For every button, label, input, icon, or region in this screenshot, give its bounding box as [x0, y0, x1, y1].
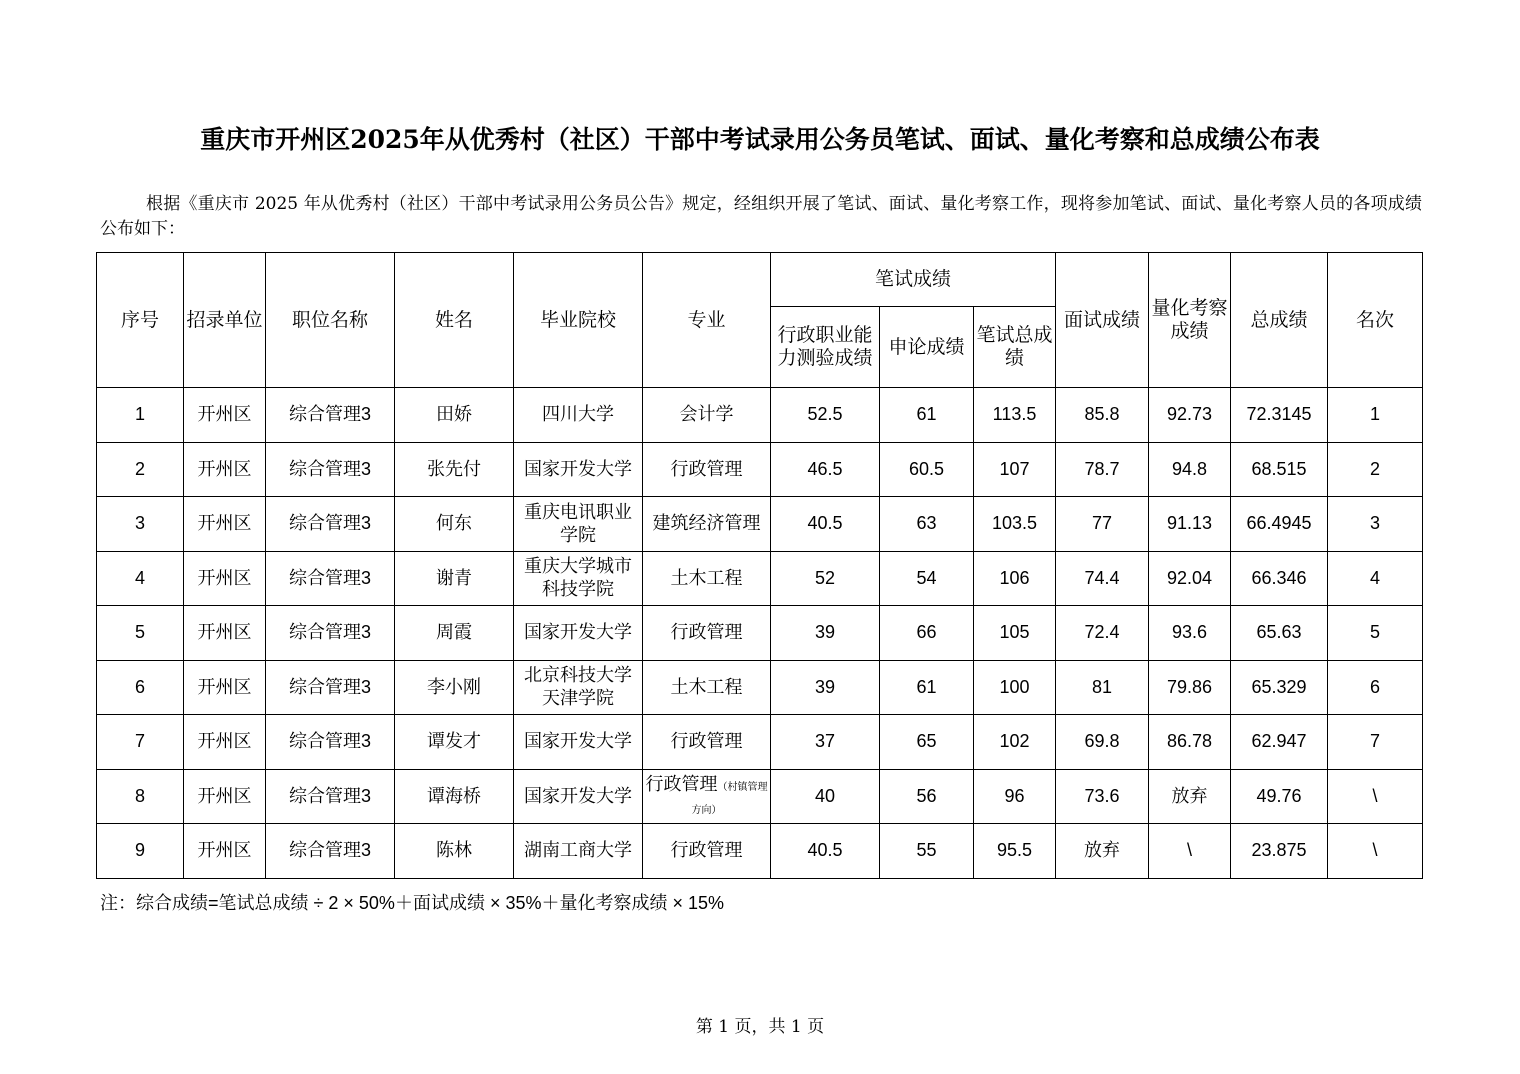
- header-shenlun: 申论成绩: [880, 307, 974, 388]
- cell-shenlun: [880, 551, 974, 606]
- cell-total: [1231, 715, 1328, 770]
- cell-text: 72.4: [1084, 622, 1120, 643]
- cell-text: 5: [134, 622, 145, 643]
- cell-text: 69.8: [1084, 731, 1120, 752]
- cell-text: 96: [1004, 785, 1025, 806]
- cell-shenlun: [880, 824, 974, 879]
- table-body: [97, 388, 1423, 879]
- cell-school: [514, 551, 643, 606]
- cell-name: [395, 715, 514, 770]
- cell-shenlun: [880, 769, 974, 824]
- cell-school: [514, 769, 643, 824]
- cell-text: 周霞: [436, 622, 472, 643]
- cell-text: 66.4945: [1246, 513, 1312, 534]
- cell-written-total: [974, 715, 1056, 770]
- cell-text: 66: [916, 622, 937, 643]
- cell-name: [395, 660, 514, 715]
- header-total: 总成绩: [1231, 253, 1328, 388]
- table-row: [97, 551, 1423, 606]
- cell-index: [97, 442, 184, 497]
- cell-text: 65.329: [1251, 676, 1307, 697]
- cell-text: 105: [999, 622, 1030, 643]
- cell-text: 综合管理3: [288, 567, 371, 588]
- cell-unit: [184, 442, 266, 497]
- cell-major: [643, 442, 771, 497]
- cell-total: [1231, 660, 1328, 715]
- cell-written-total: [974, 497, 1056, 552]
- cell-text: 1: [134, 404, 145, 425]
- cell-text: \: [1372, 840, 1378, 861]
- cell-xingce: [771, 824, 880, 879]
- cell-rank: [1328, 769, 1423, 824]
- cell-text: 40.5: [807, 513, 843, 534]
- cell-shenlun: [880, 660, 974, 715]
- cell-text: 3: [1370, 513, 1381, 534]
- cell-text: 78.7: [1084, 458, 1120, 479]
- header-position: 职位名称: [266, 253, 395, 388]
- cell-rank: [1328, 497, 1423, 552]
- cell-interview: [1056, 824, 1149, 879]
- cell-position: [266, 388, 395, 443]
- cell-text: 79.86: [1166, 676, 1213, 697]
- table-row: [97, 660, 1423, 715]
- cell-major: [643, 388, 771, 443]
- cell-xingce: [771, 388, 880, 443]
- cell-text: 39: [814, 622, 836, 643]
- cell-written-total: [974, 660, 1056, 715]
- cell-text: 国家开发大学: [524, 622, 632, 643]
- cell-text: 综合管理3: [288, 676, 371, 697]
- cell-shenlun: [880, 715, 974, 770]
- cell-text: 何东: [436, 513, 472, 534]
- cell-school: [514, 388, 643, 443]
- cell-interview: [1056, 551, 1149, 606]
- cell-text: 2: [1370, 458, 1381, 479]
- header-interview: 面试成绩: [1056, 253, 1149, 388]
- table-row: [97, 824, 1423, 879]
- cell-text: 土木工程: [670, 676, 743, 697]
- cell-text: 100: [999, 676, 1030, 697]
- cell-xingce: [771, 715, 880, 770]
- cell-rank: [1328, 388, 1423, 443]
- cell-text: 田娇: [436, 404, 472, 425]
- cell-major: [643, 551, 771, 606]
- cell-text: 重庆大学城市科技学院: [524, 556, 632, 600]
- cell-text: 68.515: [1251, 458, 1307, 479]
- header-quant: 量化考察成绩: [1149, 253, 1231, 388]
- table-row: [97, 715, 1423, 770]
- cell-total: [1231, 606, 1328, 661]
- table-row: [97, 497, 1423, 552]
- cell-rank: [1328, 551, 1423, 606]
- header-index: 序号: [97, 253, 184, 388]
- cell-written-total: [974, 442, 1056, 497]
- cell-xingce: [771, 497, 880, 552]
- cell-text: 综合管理3: [288, 513, 371, 534]
- cell-unit: [184, 551, 266, 606]
- cell-written-total: [974, 824, 1056, 879]
- cell-text: 77: [1092, 513, 1113, 534]
- cell-total: [1231, 388, 1328, 443]
- header-xingce: 行政职业能力测验成绩: [771, 307, 880, 388]
- cell-xingce: [771, 769, 880, 824]
- cell-interview: [1056, 388, 1149, 443]
- cell-text: 8: [134, 785, 145, 806]
- cell-name: [395, 824, 514, 879]
- cell-written-total: [974, 551, 1056, 606]
- cell-quant: [1149, 442, 1231, 497]
- cell-index: [97, 824, 184, 879]
- cell-text: 7: [1370, 731, 1381, 752]
- cell-text: 74.4: [1084, 567, 1120, 588]
- cell-text: 开州区: [197, 567, 252, 588]
- header-unit: 招录单位: [184, 253, 266, 388]
- cell-text: 行政管理: [670, 458, 743, 479]
- cell-school: [514, 824, 643, 879]
- cell-unit: [184, 660, 266, 715]
- cell-text: 9: [134, 840, 145, 861]
- cell-index: [97, 769, 184, 824]
- cell-text: 开州区: [197, 840, 252, 861]
- cell-major: [643, 606, 771, 661]
- cell-shenlun: [880, 606, 974, 661]
- cell-quant: [1149, 660, 1231, 715]
- cell-text: 72.3145: [1246, 404, 1312, 425]
- cell-text: 放弃: [1084, 840, 1121, 861]
- cell-text: 65: [916, 731, 937, 752]
- cell-text: 7: [134, 731, 145, 752]
- cell-text: 开州区: [197, 731, 252, 752]
- cell-text: 63: [916, 513, 937, 534]
- cell-text: 23.875: [1251, 840, 1307, 861]
- cell-text: 四川大学: [542, 404, 614, 425]
- cell-rank: [1328, 606, 1423, 661]
- cell-total: [1231, 442, 1328, 497]
- cell-school: [514, 715, 643, 770]
- header-name: 姓名: [395, 253, 514, 388]
- cell-text: 放弃: [1171, 785, 1208, 806]
- cell-text: 6: [1370, 676, 1381, 697]
- cell-name: [395, 388, 514, 443]
- cell-written-total: [974, 606, 1056, 661]
- intro-paragraph: 根据《重庆市 2025 年从优秀村（社区）干部中考试录用公务员公告》规定，经组织开展了笔试、面试、量化考察工作，现将参加笔试、面试、量化考察人员的各项成绩公布如下：: [100, 194, 1422, 239]
- cell-text: 73.6: [1084, 785, 1120, 806]
- cell-text: 39: [814, 676, 836, 697]
- cell-text: 建筑经济管理: [652, 513, 761, 534]
- cell-text: 85.8: [1084, 404, 1120, 425]
- cell-major: [643, 715, 771, 770]
- cell-total: [1231, 824, 1328, 879]
- cell-text: 综合管理3: [288, 785, 371, 806]
- cell-text: 开州区: [197, 676, 252, 697]
- cell-index: [97, 715, 184, 770]
- cell-text: 93.6: [1171, 622, 1208, 643]
- header-school: 毕业院校: [514, 253, 643, 388]
- cell-text: \: [1372, 785, 1378, 806]
- cell-major: [643, 497, 771, 552]
- cell-interview: [1056, 442, 1149, 497]
- cell-unit: [184, 824, 266, 879]
- major-note: （村镇管理方向）: [691, 782, 768, 817]
- cell-text: 91.13: [1166, 513, 1213, 534]
- cell-name: [395, 606, 514, 661]
- cell-shenlun: [880, 497, 974, 552]
- cell-text: 综合管理3: [288, 622, 371, 643]
- cell-rank: [1328, 442, 1423, 497]
- cell-text: 6: [134, 676, 145, 697]
- cell-school: [514, 660, 643, 715]
- cell-name: [395, 442, 514, 497]
- cell-text: 60.5: [908, 458, 945, 479]
- cell-text: 行政管理: [670, 731, 743, 752]
- cell-index: [97, 606, 184, 661]
- cell-text: 49.76: [1256, 785, 1302, 806]
- cell-shenlun: [880, 388, 974, 443]
- page-footer: 第 1 页，共 1 页: [695, 1017, 825, 1037]
- cell-text: 55: [916, 840, 937, 861]
- cell-text: 107: [999, 458, 1030, 479]
- cell-written-total: [974, 388, 1056, 443]
- cell-quant: [1149, 497, 1231, 552]
- cell-text: 95.5: [996, 840, 1033, 861]
- formula-note: 注：综合成绩=笔试总成绩 ÷ 2 × 50%＋面试成绩 × 35%＋量化考察成绩 × 15%: [100, 893, 725, 913]
- cell-quant: [1149, 606, 1231, 661]
- cell-text: 102: [999, 731, 1030, 752]
- score-table: [96, 252, 1423, 879]
- cell-text: 综合管理3: [288, 404, 371, 425]
- cell-index: [97, 660, 184, 715]
- cell-text: 86.78: [1166, 731, 1213, 752]
- cell-text: 谭海桥: [427, 785, 481, 806]
- cell-xingce: [771, 442, 880, 497]
- cell-xingce: [771, 551, 880, 606]
- cell-text: 陈林: [436, 840, 472, 861]
- cell-text: 66.346: [1251, 567, 1307, 588]
- cell-text: 张先付: [427, 458, 481, 479]
- cell-quant: [1149, 388, 1231, 443]
- cell-school: [514, 606, 643, 661]
- cell-text: 国家开发大学: [524, 458, 632, 479]
- cell-unit: [184, 715, 266, 770]
- header-rank: 名次: [1328, 253, 1423, 388]
- cell-index: [97, 497, 184, 552]
- cell-text: 46.5: [807, 458, 843, 479]
- cell-text: 综合管理3: [288, 731, 371, 752]
- cell-text: 40: [814, 785, 836, 806]
- cell-quant: [1149, 551, 1231, 606]
- cell-text: 40.5: [807, 840, 843, 861]
- cell-text: 开州区: [197, 622, 252, 643]
- table-row: [97, 442, 1423, 497]
- cell-school: [514, 497, 643, 552]
- cell-position: [266, 606, 395, 661]
- cell-quant: [1149, 769, 1231, 824]
- cell-unit: [184, 388, 266, 443]
- cell-school: [514, 442, 643, 497]
- cell-text: 1: [1370, 404, 1381, 425]
- cell-name: [395, 497, 514, 552]
- cell-text: 土木工程: [670, 567, 743, 588]
- cell-text: 61: [916, 404, 937, 425]
- cell-text: 国家开发大学: [524, 785, 632, 806]
- cell-unit: [184, 606, 266, 661]
- cell-quant: [1149, 715, 1231, 770]
- cell-major: [643, 824, 771, 879]
- cell-text: 综合管理3: [288, 840, 371, 861]
- cell-text: 行政管理: [670, 840, 743, 861]
- cell-text: 国家开发大学: [524, 731, 632, 752]
- cell-position: [266, 715, 395, 770]
- cell-text: \: [1187, 840, 1193, 861]
- cell-text: 重庆电讯职业学院: [524, 501, 632, 545]
- cell-interview: [1056, 497, 1149, 552]
- cell-text: 52: [814, 567, 836, 588]
- cell-name: [395, 769, 514, 824]
- cell-text: 综合管理3: [288, 458, 371, 479]
- cell-text: 开州区: [197, 404, 252, 425]
- cell-text: 54: [916, 567, 937, 588]
- cell-major: [643, 769, 771, 824]
- cell-position: [266, 769, 395, 824]
- cell-interview: [1056, 606, 1149, 661]
- cell-text: 开州区: [197, 458, 252, 479]
- cell-text: 会计学: [679, 404, 734, 425]
- cell-text: 4: [1370, 567, 1381, 588]
- cell-text: 4: [134, 567, 145, 588]
- cell-position: [266, 660, 395, 715]
- cell-text: 开州区: [197, 785, 252, 806]
- cell-position: [266, 442, 395, 497]
- cell-text: 61: [916, 676, 937, 697]
- cell-text: 谢青: [436, 567, 472, 588]
- header-major: 专业: [643, 253, 771, 388]
- cell-text: 106: [999, 567, 1030, 588]
- cell-quant: [1149, 824, 1231, 879]
- cell-interview: [1056, 660, 1149, 715]
- header-written-total: 笔试总成绩: [974, 307, 1056, 388]
- cell-index: [97, 388, 184, 443]
- cell-interview: [1056, 715, 1149, 770]
- cell-text: 行政管理: [645, 774, 718, 795]
- cell-text: 开州区: [197, 513, 252, 534]
- cell-text: 2: [134, 458, 145, 479]
- cell-index: [97, 551, 184, 606]
- cell-shenlun: [880, 442, 974, 497]
- table-row: [97, 769, 1423, 824]
- cell-text: 37: [814, 731, 836, 752]
- cell-text: 65.63: [1256, 622, 1302, 643]
- cell-text: 92.04: [1166, 567, 1213, 588]
- cell-position: [266, 551, 395, 606]
- cell-text: 92.73: [1166, 404, 1213, 425]
- cell-text: 113.5: [992, 404, 1037, 425]
- cell-text: 103.5: [991, 513, 1038, 534]
- cell-text: 李小刚: [427, 676, 481, 697]
- cell-text: 湖南工商大学: [524, 840, 632, 861]
- cell-name: [395, 551, 514, 606]
- header-written-group: 笔试成绩: [771, 253, 1056, 307]
- cell-text: 81: [1092, 676, 1113, 697]
- cell-text: 5: [1370, 622, 1381, 643]
- cell-unit: [184, 769, 266, 824]
- cell-total: [1231, 769, 1328, 824]
- table-row: [97, 606, 1423, 661]
- cell-position: [266, 824, 395, 879]
- cell-text: 3: [134, 513, 145, 534]
- page-title: 重庆市开州区2025年从优秀村（社区）干部中考试录用公务员笔试、面试、量化考察和总成绩公布表: [200, 125, 1320, 154]
- cell-unit: [184, 497, 266, 552]
- table-row: [97, 388, 1423, 443]
- cell-position: [266, 497, 395, 552]
- cell-text: 52.5: [807, 404, 843, 425]
- cell-written-total: [974, 769, 1056, 824]
- cell-xingce: [771, 660, 880, 715]
- cell-text: 94.8: [1171, 458, 1208, 479]
- cell-text: 谭发才: [427, 731, 481, 752]
- cell-total: [1231, 497, 1328, 552]
- cell-rank: [1328, 715, 1423, 770]
- cell-text: 62.947: [1251, 731, 1307, 752]
- cell-rank: [1328, 660, 1423, 715]
- cell-total: [1231, 551, 1328, 606]
- cell-interview: [1056, 769, 1149, 824]
- cell-xingce: [771, 606, 880, 661]
- cell-rank: [1328, 824, 1423, 879]
- cell-text: 56: [916, 785, 937, 806]
- cell-major: [643, 660, 771, 715]
- cell-text: 行政管理: [670, 622, 743, 643]
- cell-text: 北京科技大学天津学院: [524, 665, 632, 709]
